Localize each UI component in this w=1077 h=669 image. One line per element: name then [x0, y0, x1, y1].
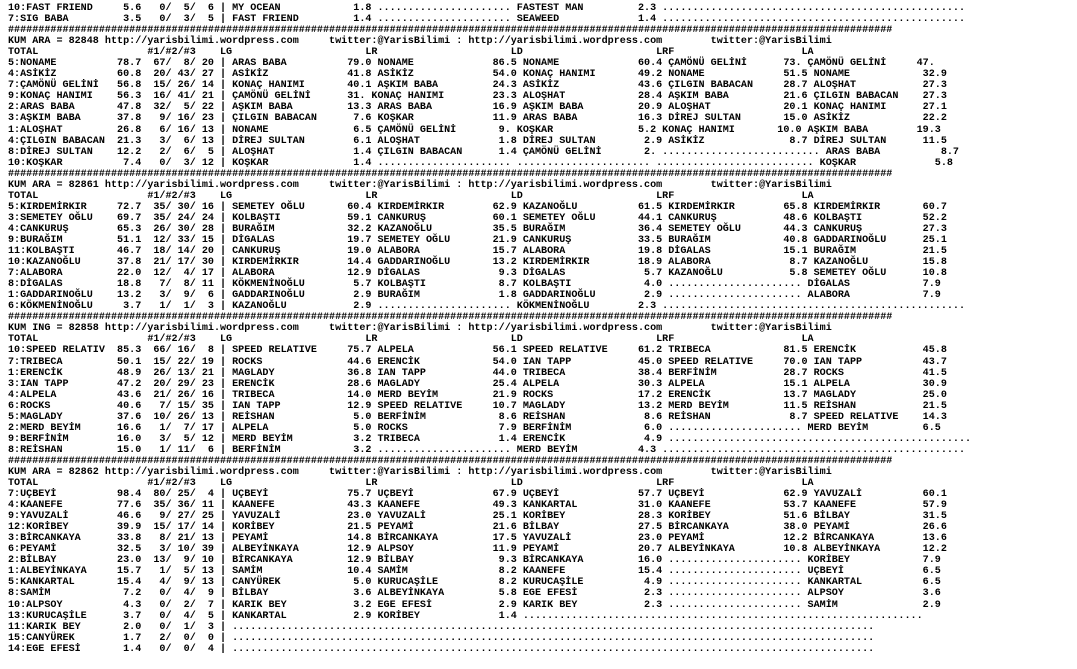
result-line: 2:BİLBAY 23.0 13/ 9/ 10 | BİRCANKAYA 12.9 BİLBAY 9.3 BİRCANKAYA 16.0 ...................... KORİBEY 7.9 — [8, 555, 941, 567]
race-header-line: KUM ING = 82858 http://yarisbilimi.wordpress.com twitter:@YarisBilimi : http://yarisbilimi.wordpress.com twitter:@YarisBilimi — [8, 323, 832, 335]
column-header-line: TOTAL #1/#2/#3 LG LR LD LRF LA — [8, 478, 814, 490]
column-header-line: TOTAL #1/#2/#3 LG LR LD LRF LA — [8, 190, 814, 202]
result-line: 13:KURUCAŞİLE 3.7 0/ 4/ 5 | KANKARTAL 2.9 KORİBEY 1.4 .................................................................. — [8, 610, 923, 622]
result-line: 3:AŞKIM BABA 37.8 9/ 16/ 23 | ÇILGIN BABACAN 7.6 KOŞKAR 11.9 ARAS BABA 16.3 DİREJ SULTAN 15.0 ASİKİZ 22.2 — [8, 113, 947, 125]
result-line: 6:KÖKMENİNOĞLU 3.7 1/ 1/ 3 | KAZANOĞLU 2.9 ...................... KÖKMENİNOĞLU 2.3 .................................................. — [8, 301, 966, 313]
column-header-line: TOTAL #1/#2/#3 LG LR LD LRF LA — [8, 334, 814, 346]
result-line: 10:ALPSOY 4.3 0/ 2/ 7 | KARIK BEY 3.2 EGE EFESİ 2.9 KARIK BEY 2.3 ...................... SAMİM 2.9 — [8, 599, 941, 611]
result-line: 14:EGE EFESİ 1.4 0/ 0/ 4 | .......................................................................................................... — [8, 643, 875, 655]
result-line: 1:ALBEYİNKAYA 15.7 1/ 5/ 13 | SAMİM 10.4 SAMİM 8.2 KAANEFE 15.4 ...................... UÇBEYİ 6.5 — [8, 566, 941, 578]
result-line: 15:CANYÜREK 1.7 2/ 0/ 0 | .......................................................................................................... — [8, 632, 875, 644]
separator-line: ################################################################################################################################################## — [8, 312, 893, 324]
result-line: 10:FAST FRIEND 5.6 0/ 5/ 6 | MY OCEAN 1.8 ...................... FASTEST MAN 2.3 .................................................. — [8, 3, 966, 14]
result-line: 5:KIRDEMİRKIR 72.7 35/ 30/ 16 | SEMETEY OĞLU 60.4 KIRDEMİRKIR 62.9 KAZANOĞLU 61.5 KIRDEMİRKIR 65.8 KIRDEMİRKIR 60.7 — [8, 201, 947, 213]
result-line: 8:DİREJ SULTAN 12.2 2/ 6/ 5 | ALOŞHAT 1.4 ÇILGIN BABACAN 1.4 ÇAMÖNÜ GELİNİ 2. .......................... ARAS BABA 8.7 — [8, 146, 959, 158]
result-line: 12:KORİBEY 39.9 15/ 17/ 14 | KORİBEY 21.5 PEYAMİ 21.6 BİLBAY 27.5 BİRCANKAYA 38.0 PEYAMİ 26.6 — [8, 522, 947, 534]
result-line: 4:KAANEFE 77.6 35/ 36/ 11 | KAANEFE 43.3 KAANEFE 49.3 KANKARTAL 31.0 KAANEFE 53.7 KAANEFE 57.9 — [8, 500, 947, 512]
race-header-line: KUM ARA = 82862 http://yarisbilimi.wordpress.com twitter:@YarisBilimi : http://yarisbilimi.wordpress.com twitter:@YarisBilimi — [8, 466, 832, 478]
result-line: 1:GADDARINOĞLU 13.2 3/ 9/ 6 | GADDARINOĞLU 2.9 BURAĞIM 1.8 GADDARINOĞLU 2.9 ...................... ALABORA 7.9 — [8, 290, 941, 302]
race-header-line: KUM ARA = 82861 http://yarisbilimi.wordpress.com twitter:@YarisBilimi : http://yarisbilimi.wordpress.com twitter:@YarisBilimi — [8, 179, 832, 191]
result-line: 5:MAGLADY 37.6 10/ 26/ 13 | REİSHAN 5.0 BERFİNİM 8.6 REİSHAN 8.6 REİSHAN 8.7 SPEED RELATIVE 14.3 — [8, 411, 947, 423]
result-line: 5:NONAME 78.7 67/ 8/ 20 | ARAS BABA 79.0 NONAME 86.5 NONAME 60.4 ÇAMÖNÜ GELİNİ 73. ÇAMÖNÜ GELİNİ 47. — [8, 58, 935, 70]
separator-line: ################################################################################################################################################## — [8, 25, 893, 37]
result-line: 10:KAZANOĞLU 37.8 21/ 17/ 30 | KIRDEMİRKIR 14.4 GADDARINOĞLU 13.2 KIRDEMİRKIR 18.9 ALABORA 8.7 KAZANOĞLU 15.8 — [8, 257, 947, 269]
result-line: 1:ALOŞHAT 26.8 6/ 16/ 13 | NONAME 6.5 ÇAMÖNÜ GELİNİ 9. KOŞKAR 5.2 KONAÇ HANIMI 10.0 AŞKIM BABA 19.3 — [8, 124, 941, 136]
result-line: 8:DİGALAS 18.8 7/ 8/ 11 | KÖKMENİNOĞLU 5.7 KOLBAŞTI 8.7 KOLBAŞTI 4.0 ...................... DİGALAS 7.9 — [8, 279, 941, 291]
result-line: 11:KARIK BEY 2.0 0/ 1/ 3 | .......................................................................................................... — [8, 621, 875, 633]
result-line: 9:BURAĞIM 51.1 12/ 33/ 15 | DİGALAS 19.7 SEMETEY OĞLU 21.9 CANKURUŞ 33.5 BURAĞIM 40.8 GADDARINOĞLU 25.1 — [8, 234, 947, 246]
result-line: 3:IAN TAPP 47.2 20/ 29/ 23 | ERENCİK 28.6 MAGLADY 25.4 ALPELA 30.3 ALPELA 15.1 ALPELA 30.9 — [8, 378, 947, 390]
result-line: 4:ÇILGIN BABACAN 21.3 3/ 6/ 13 | DİREJ SULTAN 6.1 ALOŞHAT 1.8 DİREJ SULTAN 2.9 ASİKİZ 8.7 DİREJ SULTAN 11.5 — [8, 135, 947, 147]
result-line: 1:ERENCİK 48.9 26/ 13/ 21 | MAGLADY 36.8 IAN TAPP 44.0 TRIBECA 38.4 BERFİNİM 28.7 ROCKS 41.5 — [8, 367, 947, 379]
result-line: 4:ASİKİZ 60.8 20/ 43/ 27 | ASİKİZ 41.8 ASİKİZ 54.0 KONAÇ HANIMI 49.2 NONAME 51.5 NONAME 32.9 — [8, 69, 947, 81]
result-line: 5:KANKARTAL 15.4 4/ 9/ 13 | CANYÜREK 5.0 KURUCAŞİLE 8.2 KURUCAŞİLE 4.9 ...................... KANKARTAL 6.5 — [8, 577, 941, 589]
result-line: 3:SEMETEY OĞLU 69.7 35/ 24/ 24 | KOLBAŞTI 59.1 CANKURUŞ 60.1 SEMETEY OĞLU 44.1 CANKURUŞ 48.6 KOLBAŞTI 52.2 — [8, 212, 947, 224]
result-line: 3:BİRCANKAYA 33.8 8/ 21/ 13 | PEYAMİ 14.8 BİRCANKAYA 17.5 YAVUZALİ 23.0 PEYAMİ 12.2 BİRCANKAYA 13.6 — [8, 533, 947, 545]
result-line: 4:ALPELA 43.6 21/ 26/ 16 | TRIBECA 14.0 MERD BEYİM 21.9 ROCKS 17.2 ERENCİK 13.7 MAGLADY 25.0 — [8, 389, 947, 401]
result-line: 9:BERFİNİM 16.0 3/ 5/ 12 | MERD BEYİM 3.2 TRIBECA 1.4 ERENCİK 4.9 .................................................. — [8, 433, 972, 445]
result-line: 10:SPEED RELATIV 85.3 66/ 16/ 8 | SPEED RELATIVE 75.7 ALPELA 56.1 SPEED RELATIVE 61.2 TRIBECA 81.5 ERENCİK 45.8 — [8, 345, 947, 357]
separator-line: ################################################################################################################################################## — [8, 168, 893, 180]
result-line: 8:REİSHAN 15.0 1/ 11/ 6 | BERFİNİM 3.2 ...................... MERD BEYİM 4.3 .................................................. — [8, 444, 966, 456]
result-line: 8:SAMİM 7.2 0/ 4/ 9 | BİLBAY 3.6 ALBEYİNKAYA 5.8 EGE EFESİ 2.3 ...................... ALPSOY 3.6 — [8, 588, 941, 600]
result-line: 4:CANKURUŞ 65.3 26/ 30/ 28 | BURAĞIM 32.2 KAZANOĞLU 35.5 BURAĞIM 36.4 SEMETEY OĞLU 44.3 CANKURUŞ 27.3 — [8, 223, 947, 235]
column-header-line: TOTAL #1/#2/#3 LG LR LD LRF LA — [8, 47, 814, 59]
result-line: 11:KOLBAŞTI 46.7 18/ 14/ 20 | CANKURUŞ 19.0 ALABORA 15.7 ALABORA 19.8 DİGALAS 15.1 BURAĞIM 21.5 — [8, 246, 947, 258]
race-header-line: KUM ARA = 82848 http://yarisbilimi.wordpress.com twitter:@YarisBilimi : http://yarisbilimi.wordpress.com twitter:@YarisBilimi — [8, 36, 832, 48]
result-line: 9:KONAÇ HANIMI 56.3 16/ 41/ 21 | ÇAMÖNÜ GELİNİ 31. KONAÇ HANIMI 23.3 ALOŞHAT 28.4 AŞKIM BABA 21.6 ÇILGIN BABACAN 27.3 — [8, 91, 947, 103]
result-line: 6:PEYAMİ 32.5 3/ 10/ 39 | ALBEYİNKAYA 12.9 ALPSOY 11.9 PEYAMİ 20.7 ALBEYİNKAYA 10.8 ALBEYİNKAYA 12.2 — [8, 544, 947, 556]
result-line: 10:KOŞKAR 7.4 0/ 3/ 12 | KOŞKAR 1.4 ...................... ...................... .......................... KOŞKAR 5.8 — [8, 157, 953, 169]
result-line: 7:SIG BABA 3.5 0/ 3/ 5 | FAST FRIEND 1.4 ...................... SEAWEED 1.4 .................................................. — [8, 14, 966, 26]
result-line: 6:ROCKS 40.6 7/ 15/ 35 | IAN TAPP 12.9 SPEED RELATIVE 10.7 MAGLADY 13.2 MERD BEYİM 11.5 REİSHAN 21.5 — [8, 400, 947, 412]
result-line: 7:ALABORA 22.0 12/ 4/ 17 | ALABORA 12.9 DİGALAS 9.3 DİGALAS 5.7 KAZANOĞLU 5.8 SEMETEY OĞLU 10.8 — [8, 268, 947, 280]
result-line: 7:TRIBECA 50.1 15/ 22/ 19 | ROCKS 44.6 ERENCİK 54.0 IAN TAPP 45.0 SPEED RELATIVE 70.0 IAN TAPP 43.7 — [8, 356, 947, 368]
result-line: 2:ARAS BABA 47.8 32/ 5/ 22 | AŞKIM BABA 13.3 ARAS BABA 16.9 AŞKIM BABA 20.9 ALOŞHAT 20.1 KONAÇ HANIMI 27.1 — [8, 102, 947, 114]
result-line: 7:ÇAMÖNÜ GELİNİ 56.8 15/ 26/ 14 | KONAÇ HANIMI 40.1 AŞKIM BABA 24.3 ASİKİZ 43.6 ÇILGIN BABACAN 28.7 ALOŞHAT 27.3 — [8, 80, 947, 92]
result-line: 9:YAVUZALİ 46.6 9/ 27/ 25 | YAVUZALİ 23.0 YAVUZALİ 25.1 KORİBEY 28.3 KORİBEY 51.6 BİLBAY 31.5 — [8, 511, 947, 523]
result-line: 2:MERD BEYİM 16.6 1/ 7/ 17 | ALPELA 5.0 ROCKS 7.9 BERFİNİM 6.0 ...................... MERD BEYİM 6.5 — [8, 422, 941, 434]
result-line: 7:UÇBEYİ 98.4 80/ 25/ 4 | UÇBEYİ 75.7 UÇBEYİ 67.9 UÇBEYİ 57.7 UÇBEYİ 62.9 YAVUZALİ 60.1 — [8, 489, 947, 501]
separator-line: ################################################################################################################################################## — [8, 455, 893, 467]
